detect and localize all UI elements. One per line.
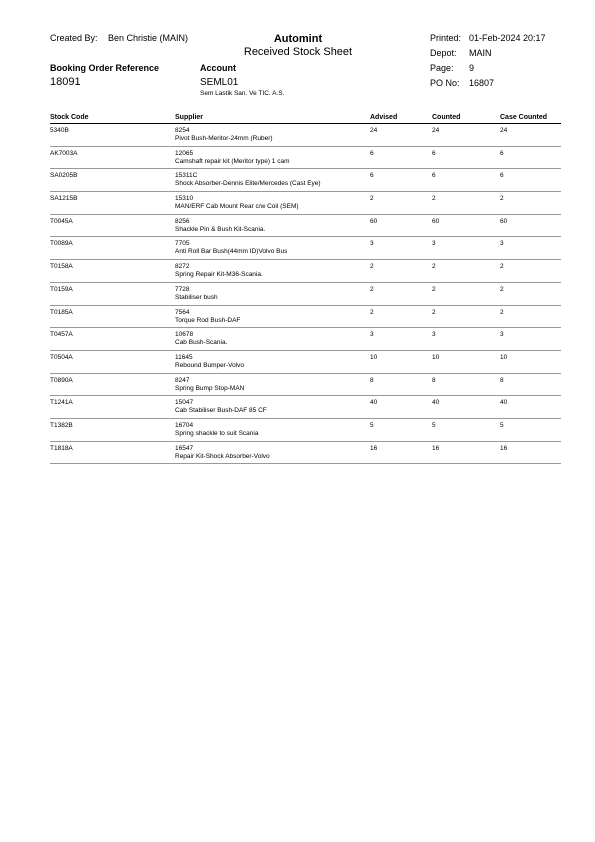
counted-cell: 2	[432, 263, 436, 271]
table-row	[50, 215, 561, 238]
supplier-code-cell: 10678	[175, 331, 194, 339]
booking-ref-value: 18091	[50, 76, 81, 88]
counted-cell: 3	[432, 331, 436, 339]
advised-cell: 6	[370, 149, 374, 157]
advised-cell: 3	[370, 240, 374, 248]
description-cell: Shock Absorber-Dennis Elite/Mercedes (Cast Eye)	[175, 180, 321, 188]
table-row	[50, 124, 561, 147]
case-counted-cell: 5	[500, 421, 504, 429]
table-row	[50, 237, 561, 260]
table-row	[50, 374, 561, 397]
table-row	[50, 306, 561, 329]
table-row	[50, 396, 561, 419]
case-counted-cell: 40	[500, 399, 508, 407]
case-counted-cell: 8	[500, 376, 504, 384]
counted-cell: 2	[432, 308, 436, 316]
table-row	[50, 283, 561, 306]
col-supplier: Supplier	[175, 114, 204, 121]
stock-table	[50, 114, 561, 464]
case-counted-cell: 2	[500, 263, 504, 271]
advised-cell: 8	[370, 376, 374, 384]
table-body	[50, 124, 561, 464]
counted-cell: 24	[432, 127, 440, 134]
description-cell: Rebound Bumper-Volvo	[175, 361, 245, 369]
stock-code-cell: T0185A	[50, 308, 73, 316]
supplier-code-cell: 16704	[175, 421, 194, 429]
advised-cell: 6	[370, 172, 374, 180]
table-header	[50, 114, 561, 124]
created-by-value: Ben Christie (MAIN)	[108, 33, 189, 43]
booking-ref-label: Booking Order Reference	[50, 63, 160, 73]
case-counted-cell: 3	[500, 331, 504, 339]
col-advised: Advised	[370, 114, 398, 121]
advised-cell: 24	[370, 127, 378, 134]
description-cell: Spring Repair Kit-M36-Scania.	[175, 271, 263, 279]
stock-code-cell: T0158A	[50, 263, 73, 271]
col-stock-code: Stock Code	[50, 114, 89, 121]
advised-cell: 16	[370, 444, 378, 452]
case-counted-cell: 24	[500, 127, 508, 134]
case-counted-cell: 3	[500, 240, 504, 248]
counted-cell: 6	[432, 149, 436, 157]
stock-code-cell: T0159A	[50, 285, 73, 293]
stock-code-cell: SA0205B	[50, 172, 78, 180]
case-counted-cell: 2	[500, 285, 504, 293]
stock-code-cell: T1382B	[50, 421, 73, 429]
counted-cell: 16	[432, 444, 440, 452]
advised-cell: 3	[370, 331, 374, 339]
case-counted-cell: 2	[500, 308, 504, 316]
depot-value: MAIN	[469, 48, 492, 58]
case-counted-cell: 16	[500, 444, 508, 452]
advised-cell: 40	[370, 399, 378, 407]
advised-cell: 5	[370, 421, 374, 429]
advised-cell: 2	[370, 285, 374, 293]
stock-code-cell: T0045A	[50, 217, 73, 225]
advised-cell: 10	[370, 353, 378, 361]
advised-cell: 2	[370, 308, 374, 316]
description-cell: Anti Roll Bar Bush(44mm ID)Volvo Bus	[175, 248, 288, 256]
col-counted: Counted	[432, 114, 461, 121]
advised-cell: 60	[370, 217, 378, 225]
sheet-title: Received Stock Sheet	[243, 46, 353, 58]
description-cell: Stabiliser bush	[175, 293, 218, 301]
description-cell: Repair Kit-Shock Absorber-Volvo	[175, 452, 270, 460]
supplier-code-cell: 8247	[175, 376, 190, 384]
case-counted-cell: 2	[500, 195, 504, 203]
stock-code-cell: T0089A	[50, 240, 73, 248]
stock-code-cell: T1818A	[50, 444, 73, 452]
stock-code-cell: T0890A	[50, 376, 73, 384]
created-by-label: Created By:	[50, 33, 98, 43]
stock-code-cell: 5340B	[50, 127, 69, 134]
description-cell: Cab Stabiliser Bush-DAF 85 CF	[175, 407, 267, 415]
stock-code-cell: T0504A	[50, 353, 73, 361]
supplier-code-cell: 16547	[175, 444, 194, 452]
supplier-code-cell: 15310	[175, 195, 194, 203]
counted-cell: 2	[432, 285, 436, 293]
stock-code-cell: T0457A	[50, 331, 73, 339]
supplier-code-cell: 8254	[175, 127, 190, 134]
advised-cell: 2	[370, 195, 374, 203]
stock-code-cell: T1241A	[50, 399, 73, 407]
supplier-code-cell: 12065	[175, 149, 194, 157]
table-row	[50, 442, 561, 465]
case-counted-cell: 10	[500, 353, 508, 361]
supplier-code-cell: 15047	[175, 399, 194, 407]
supplier-code-cell: 8256	[175, 217, 190, 225]
table-row	[50, 192, 561, 215]
printed-label: Printed:	[430, 33, 462, 43]
counted-cell: 8	[432, 376, 436, 384]
printed-value: 01-Feb-2024 20:17	[469, 33, 546, 43]
supplier-code-cell: 8272	[175, 263, 190, 271]
table-row	[50, 169, 561, 192]
description-cell: Shackle Pin & Bush Kit-Scania.	[175, 225, 266, 233]
po-label: PO No:	[430, 78, 460, 88]
table-row	[50, 260, 561, 283]
description-cell: Spring Bump Stop-MAN	[175, 384, 245, 392]
stock-code-cell: SA1215B	[50, 195, 78, 203]
counted-cell: 3	[432, 240, 436, 248]
case-counted-cell: 6	[500, 172, 504, 180]
description-cell: Pivot Bush-Meritor-24mm (Ruber)	[175, 135, 273, 142]
depot-label: Depot:	[430, 48, 457, 58]
advised-cell: 2	[370, 263, 374, 271]
description-cell: Torque Rod Bush-DAF	[175, 316, 241, 324]
table-row	[50, 351, 561, 374]
po-value: 16807	[469, 78, 495, 88]
account-name: Sem Lastik San. Ve TIC. A.S.	[200, 90, 285, 97]
case-counted-cell: 60	[500, 217, 508, 225]
description-cell: Camshaft repair kit (Meritor type) 1 cam	[175, 157, 290, 165]
supplier-code-cell: 11645	[175, 353, 193, 361]
supplier-code-cell: 7705	[175, 240, 190, 248]
page-value: 9	[469, 63, 475, 73]
page-label: Page:	[430, 63, 454, 73]
counted-cell: 2	[432, 195, 436, 203]
case-counted-cell: 6	[500, 149, 504, 157]
stock-code-cell: AK7003A	[50, 149, 78, 157]
table-row	[50, 328, 561, 351]
col-case-counted: Case Counted	[500, 114, 548, 121]
description-cell: MAN/ERF Cab Mount Rear c/w Coil (SEM)	[175, 203, 299, 211]
counted-cell: 5	[432, 421, 436, 429]
counted-cell: 10	[432, 353, 440, 361]
description-cell: Cab Bush-Scania.	[175, 339, 228, 347]
description-cell: Spring shackle to suit Scania	[175, 429, 259, 437]
supplier-code-cell: 15311C	[175, 172, 198, 180]
table-row	[50, 147, 561, 170]
company-name: Automint	[273, 33, 323, 45]
counted-cell: 40	[432, 399, 440, 407]
supplier-code-cell: 7564	[175, 308, 190, 316]
counted-cell: 60	[432, 217, 440, 225]
account-label: Account	[200, 63, 236, 73]
table-row	[50, 419, 561, 442]
supplier-code-cell: 7728	[175, 285, 190, 293]
account-code: SEML01	[200, 77, 239, 88]
counted-cell: 6	[432, 172, 436, 180]
